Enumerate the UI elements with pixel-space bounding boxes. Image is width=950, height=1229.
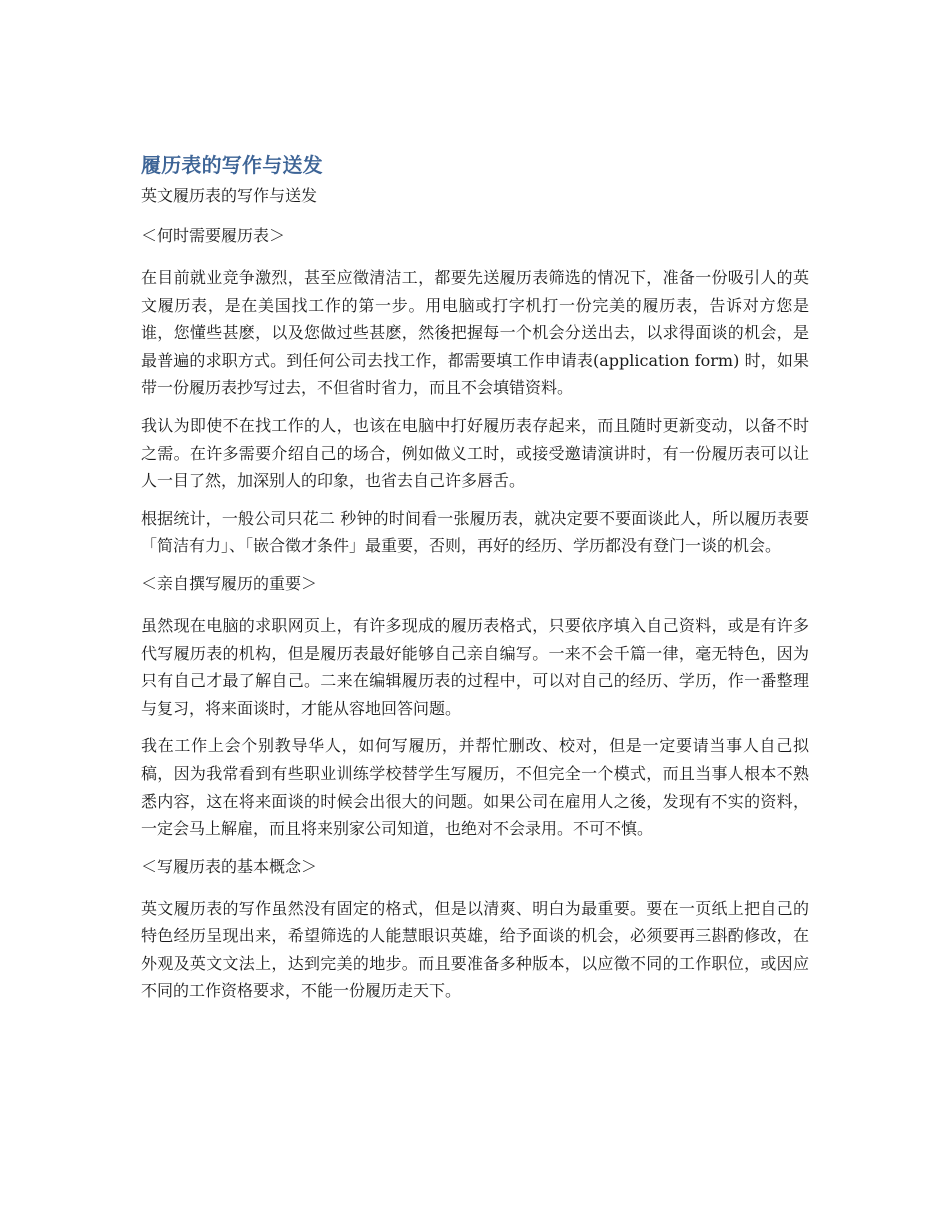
paragraph: 英文履历表的写作虽然没有固定的格式，但是以清爽、明白为最重要。要在一页纸上把自己的特色经历呈现出来，希望筛选的人能慧眼识英雄，给予面谈的机会，必须要再三斟酌修改，在外观及英文文法上，达到完美的地步。而且要准备多种版本，以应徵不同的工作职位，或因应不同的工作资格要求，不能一份履历走天下。 bbox=[141, 898, 809, 1001]
paragraph: 在目前就业竞争激烈，甚至应徵清洁工，都要先送履历表筛选的情况下，准备一份吸引人的英文履历表，是在美国找工作的第一步。用电脑或打字机打一份完美的履历表，告诉对方您是谁，您懂些甚麽，以及您做过些甚麽，然後把握每一个机会分送出去，以求得面谈的机会，是最普遍的求职方式。到任何公司去找工作，都需要填工作申请表(application form) 时，如果带一份履历表抄写过去，不但省时省力，而且不会填错资料。 bbox=[141, 268, 809, 398]
document-subtitle: 英文履历表的写作与送发 bbox=[141, 186, 318, 205]
paragraph: 虽然现在电脑的求职网页上，有许多现成的履历表格式，只要依序填入自己资料，或是有许多代写履历表的机构，但是履历表最好能够自己亲自编写。一来不会千篇一律，毫无特色，因为只有自己才最了解自己。二来在编辑履历表的过程中，可以对自己的经历、学历，作一番整理与复习，将来面谈时，才能从容地回答问题。 bbox=[141, 615, 809, 718]
paragraph: 根据统计，一般公司只花二 秒钟的时间看一张履历表，就决定要不要面谈此人，所以履历表要「简洁有力」、「嵌合徵才条件」最重要，否则，再好的经历、学历都没有登门一谈的机会。 bbox=[141, 508, 809, 556]
paragraph: 我在工作上会个别教导华人，如何写履历，并帮忙删改、校对，但是一定要请当事人自己拟稿，因为我常看到有些职业训练学校替学生写履历，不但完全一个模式，而且当事人根本不熟悉内容，这在将来面谈的时候会出很大的问题。如果公司在雇用人之後，发现有不实的资料，一定会马上解雇，而且将来别家公司知道，也绝对不会录用。不可不慎。 bbox=[141, 736, 809, 839]
section-heading-concept: ＜写履历表的基本概念＞ bbox=[141, 856, 318, 876]
paragraph: 我认为即使不在找工作的人，也该在电脑中打好履历表存起来，而且随时更新变动，以备不时之需。在许多需要介绍自己的场合，例如做义工时，或接受邀请演讲时，有一份履历表可以让人一目了然，加深别人的印象，也省去自己许多唇舌。 bbox=[141, 415, 809, 491]
page-title: 履历表的写作与送发 bbox=[141, 153, 323, 177]
section-heading-when: ＜何时需要履历表＞ bbox=[141, 226, 286, 245]
section-heading-personal: ＜亲自撰写履历的重要＞ bbox=[141, 573, 318, 593]
document-page bbox=[141, 148, 809, 1015]
